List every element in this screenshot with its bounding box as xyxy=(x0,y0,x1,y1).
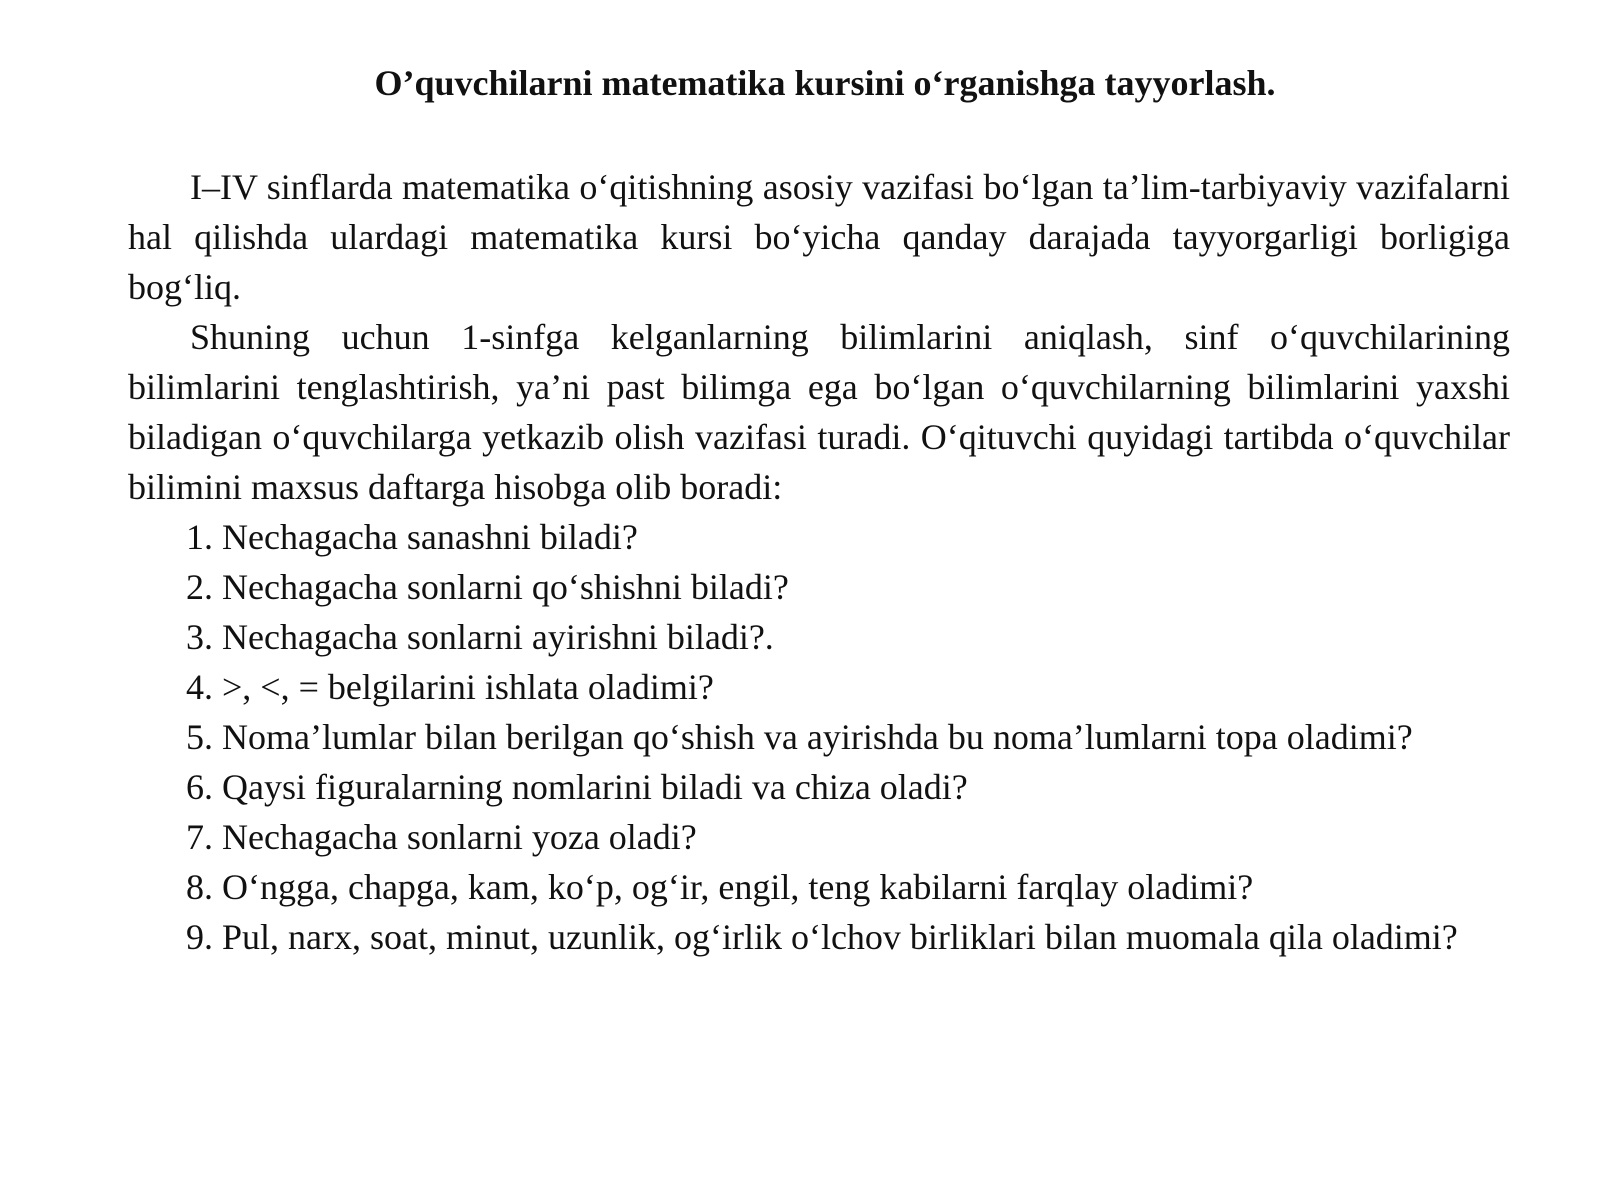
document-body xyxy=(128,162,1510,962)
list-item: 8. O‘ngga, chapga, kam, ko‘p, og‘ir, engil, teng kabilarni farqlay oladimi? xyxy=(186,867,1254,907)
list-item: 4. >, <, = belgilarini ishlata oladimi? xyxy=(186,667,714,707)
question-list xyxy=(128,512,1510,962)
list-item: 9. Pul, narx, soat, minut, uzunlik, og‘irlik o‘lchov birliklari bilan muomala qila oladimi? xyxy=(186,917,1458,957)
intro-paragraph: I–IV sinflarda matematika o‘qitishning asosiy vazifasi bo‘lgan ta’lim-tarbiyaviy vazifalarni hal qilishda ulardagi matematika kursi bo‘yicha qanday darajada tayyorgarligi borligiga bog‘liq. xyxy=(128,167,1510,307)
list-item: 7. Nechagacha sonlarni yoza oladi? xyxy=(186,817,697,857)
task-paragraph: Shuning uchun 1-sinfga kelganlarning bilimlarini aniqlash, sinf o‘quvchilarining bilimlarini tenglashtirish, ya’ni past bilimga ega bo‘lgan o‘quvchilarning bilimlarini yaxshi biladigan o‘quvchilarga yetkazib olish vazifasi turadi. O‘qituvchi quyidagi tartibda o‘quvchilar bilimini maxsus daftarga hisobga olib boradi: xyxy=(128,317,1510,507)
list-item: 6. Qaysi figuralarning nomlarini biladi va chiza oladi? xyxy=(186,767,968,807)
list-item: 5. Noma’lumlar bilan berilgan qo‘shish va ayirishda bu noma’lumlarni topa oladimi? xyxy=(186,717,1413,757)
list-item: 3. Nechagacha sonlarni ayirishni biladi?. xyxy=(186,617,774,657)
list-item: 2. Nechagacha sonlarni qo‘shishni biladi? xyxy=(186,567,789,607)
document-title: O’quvchilarni matematika kursini o‘rganishga tayyorlash. xyxy=(374,63,1276,103)
list-item: 1. Nechagacha sanashni biladi? xyxy=(186,517,638,557)
